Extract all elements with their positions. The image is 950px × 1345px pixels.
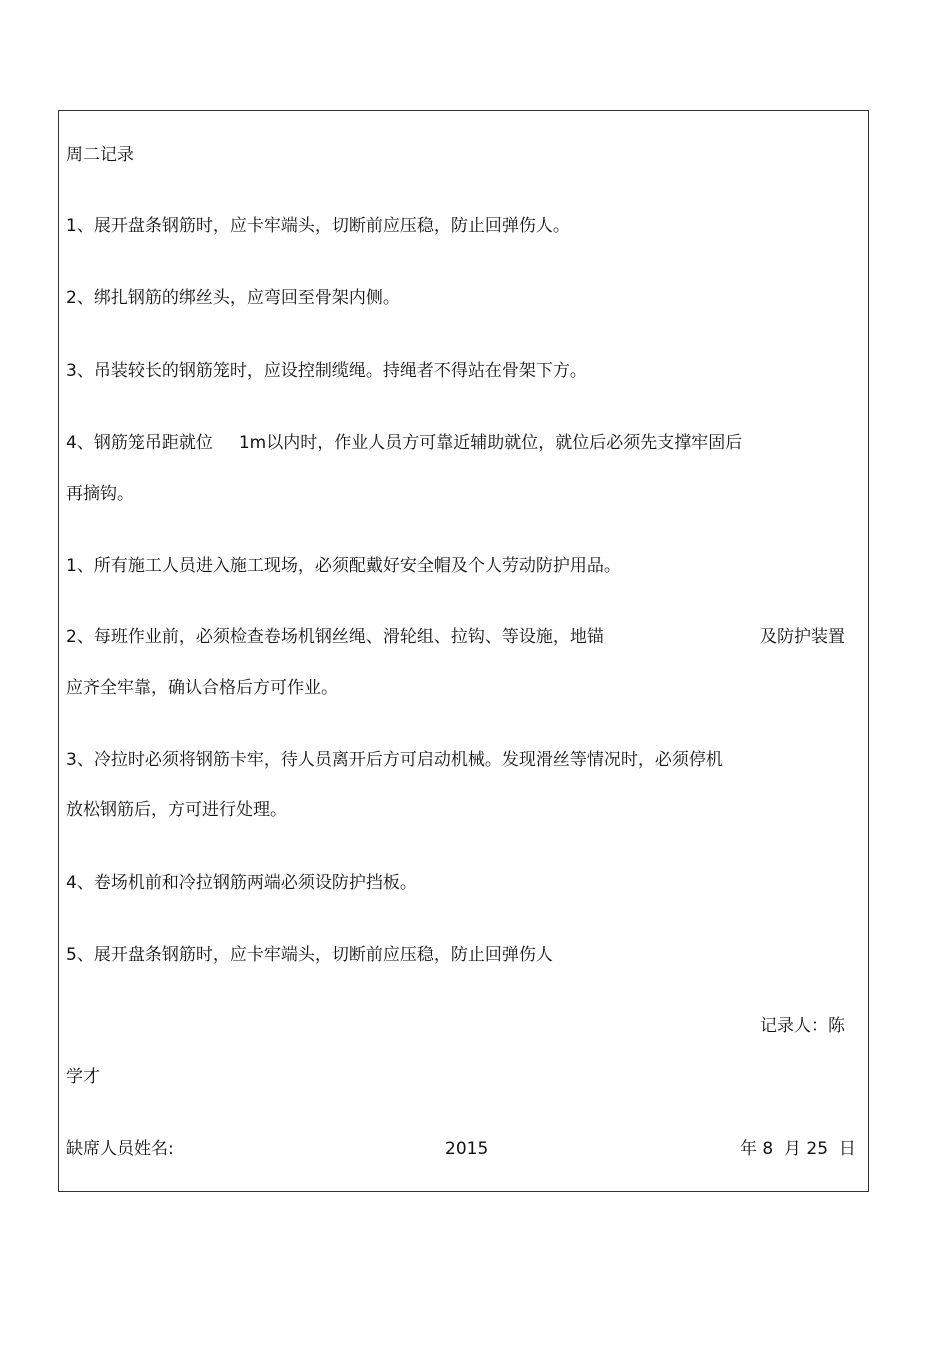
item-line: 3、吊装较长的钢筋笼时，应设控制缆绳。持绳者不得站在骨架下方。	[66, 361, 587, 381]
item-text: 及防护装置	[760, 627, 845, 647]
item-line: 再摘钩。	[66, 484, 134, 504]
item-line: 应齐全牢靠，确认合格后方可作业。	[66, 678, 338, 698]
item-line: 放松钢筋后，方可进行处理。	[66, 800, 287, 820]
date-month-day: 年 8 月 25 日	[740, 1139, 856, 1159]
item-text: 4、钢筋笼吊距就位	[66, 433, 213, 453]
recorder-label: 记录人：陈	[760, 1016, 845, 1036]
item-line: 1、展开盘条钢筋时，应卡牢端头，切断前应压稳，防止回弹伤人。	[66, 216, 570, 236]
item-line: 2、绑扎钢筋的绑丝头，应弯回至骨架内侧。	[66, 288, 400, 308]
item-line: 2、每班作业前，必须检查卷场机钢丝绳、滑轮组、拉钩、等设施，地锚	[66, 627, 604, 647]
item-line: 4、卷场机前和冷拉钢筋两端必须设防护挡板。	[66, 873, 417, 893]
item-line	[66, 433, 742, 453]
absent-label: 缺席人员姓名:	[66, 1139, 174, 1159]
item-line: 3、冷拉时必须将钢筋卡牢，待人员离开后方可启动机械。发现滑丝等情况时，必须停机	[66, 750, 723, 770]
record-heading: 周二记录	[66, 145, 134, 165]
record-form-frame	[58, 110, 869, 1192]
item-line: 5、展开盘条钢筋时，应卡牢端头，切断前应压稳，防止回弹伤人	[66, 945, 553, 965]
item-text: 1m以内时，作业人员方可靠近辅助就位，就位后必须先支撑牢固后	[238, 433, 743, 453]
date-year: 2015	[445, 1139, 489, 1159]
recorder-name: 学才	[66, 1067, 100, 1087]
item-line: 1、所有施工人员进入施工现场，必须配戴好安全帽及个人劳动防护用品。	[66, 556, 621, 576]
